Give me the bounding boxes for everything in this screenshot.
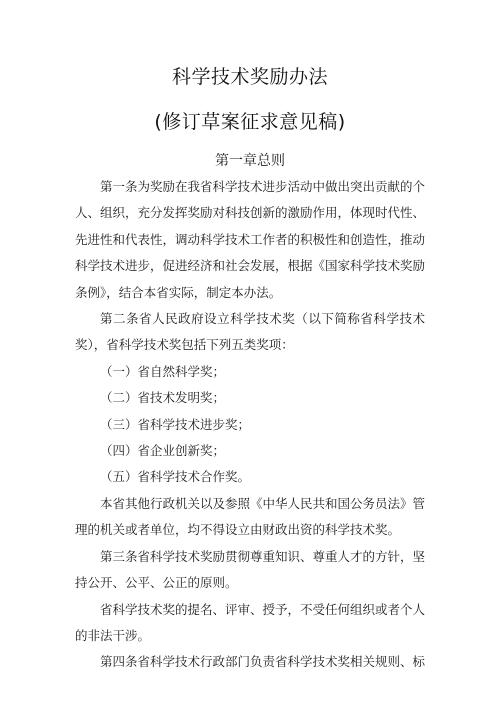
document-subtitle: (修订草案征求意见稿) [154,111,346,133]
paragraph-other-agencies: 本省其他行政机关以及参照《中华人民共和国公务员法》管理的机关或者单位，均不得设立由财政出资的科学技术奖。 [75,495,426,538]
list-item-tech-progress: （三）省科学技术进步奖； [100,416,251,432]
paragraph-article-1: 第一条为奖励在我省科学技术进步活动中做出突出贡献的个人、组织，充分发挥奖励对科技创新的激励作用，体现时代性、先进性和代表性，调动科学技术工作者的积极性和创造性，推动科学技术进步，促进经济和社会发展，根据《国家科学技术奖励条例》，结合本省实际，制定本办法。 [75,179,426,300]
document-title: 科学技术奖励办法 [171,66,328,88]
list-item-cooperation: （五）省科学技术合作奖。 [100,469,251,485]
document-body [75,174,425,676]
paragraph-article-3: 第三条省科学技术奖励贯彻尊重知识、尊重人才的方针，坚持公开、公平、公正的原则。 [75,548,426,591]
paragraph-article-4: 第四条省科学技术行政部门负责省科学技术奖相关规则、标 [100,654,426,670]
chapter-heading: 第一章总则 [215,153,285,169]
list-item-natural-science: （一）省自然科学奖； [100,363,226,379]
list-item-technical-invention: （二）省技术发明奖； [100,390,226,406]
paragraph-article-2: 第二条省人民政府设立科学技术奖（以下简称省科学技术奖），省科学技术奖包括下列五类奖项： [75,311,425,353]
list-item-enterprise-innovation: （四）省企业创新奖； [100,443,226,459]
paragraph-non-interference: 省科学技术奖的提名、评审、授予，不受任何组织或者个人的非法干涉。 [75,601,426,643]
